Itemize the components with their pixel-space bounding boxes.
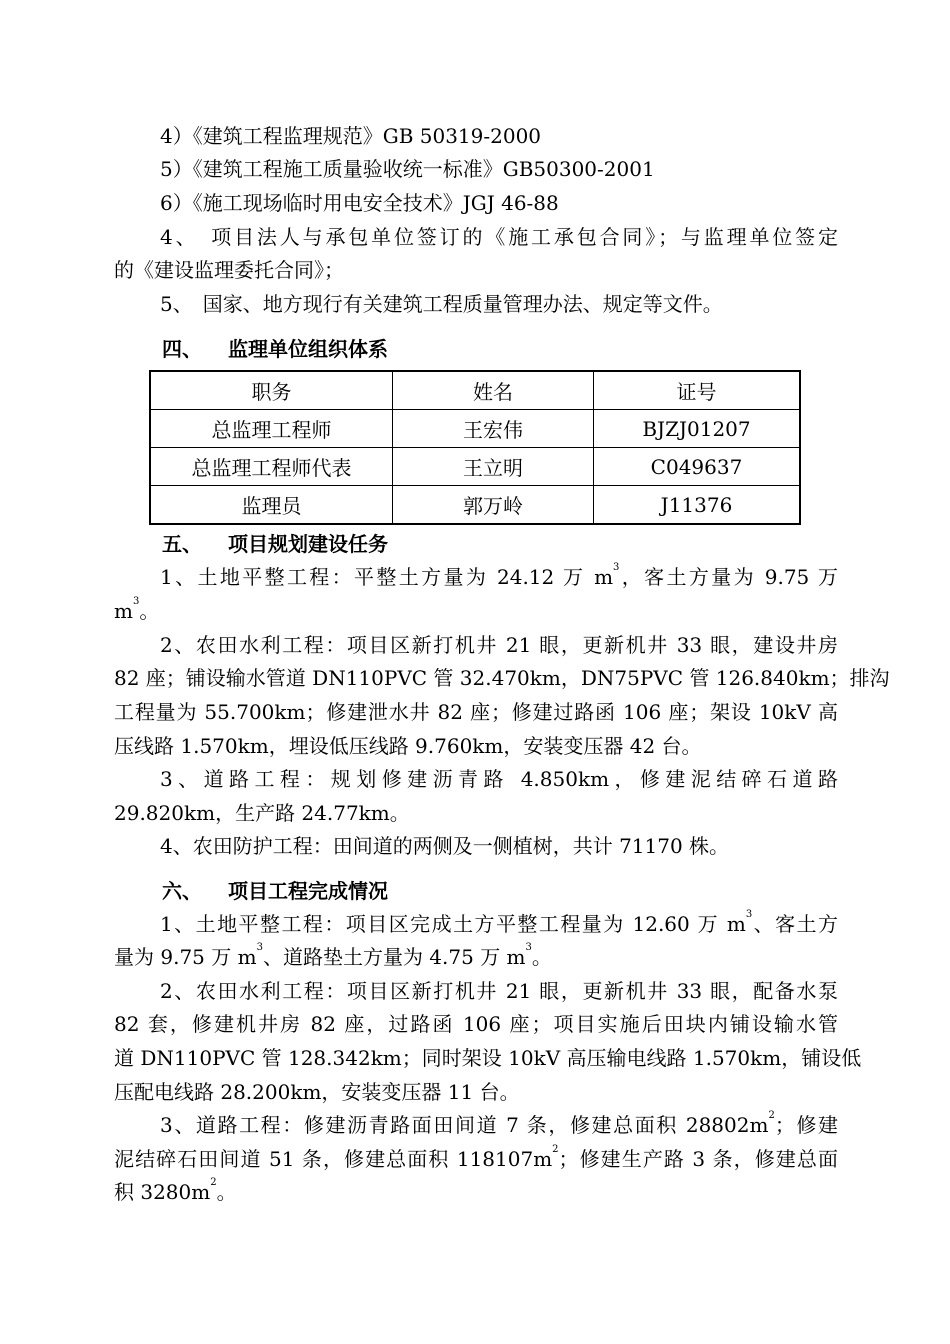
basis-5: 5、 国家、地方现行有关建筑工程质量管理办法、规定等文件。	[160, 292, 723, 316]
table-cell: 总监理工程师代表	[150, 448, 393, 486]
section-title: 监理单位组织体系	[228, 337, 388, 361]
s6-p3-line-3: 积 $3280m^2$。	[114, 1177, 237, 1204]
s5-p2-line-3: 工程量为 55.700km；修建泄水井 82 座；修建过路函 106 座；架设 10kV 高	[114, 700, 838, 724]
header-cell: 姓名	[393, 371, 594, 410]
section-title: 项目规划建设任务	[228, 532, 388, 556]
s5-p1-line-1: 1、土地平整工程：平整土方量为 24.12 万 $m^3$，客土方量为 9.75 万	[160, 562, 838, 589]
s5-p1-line-2: $m^3$。	[114, 596, 160, 623]
section-title: 项目工程完成情况	[228, 879, 388, 903]
table-row	[150, 448, 800, 486]
table-cell: 监理员	[150, 486, 393, 525]
s5-p2-line-2: 82 座；铺设输水管道 DN110PVC 管 32.470km，DN75PVC 管 126.840km；排沟	[114, 666, 890, 690]
s6-p2-line-1: 2、农田水利工程：项目区新打机井 21 眼，更新机井 33 眼，配备水泵	[160, 979, 838, 1003]
s6-p1-line-1: 1、土地平整工程：项目区完成土方平整工程量为 12.60 万 $m^3$、客土方	[160, 909, 838, 936]
table-cell: 总监理工程师	[150, 410, 393, 448]
header-cell: 证号	[594, 371, 801, 410]
s5-p3-line-1: 3、道路工程：规划修建沥青路 4.850km，修建泥结碎石道路	[160, 767, 838, 791]
section-4-heading	[162, 335, 886, 363]
section-number: 五、	[162, 532, 202, 556]
s6-p3-line-2: 泥结碎石田间道 51 条，修建总面积 $118107m^2$；修建生产路 3 条，修建总面	[114, 1144, 838, 1171]
section-6-heading	[162, 877, 886, 905]
section-number: 四、	[162, 337, 202, 361]
s6-p3-line-1: 3、道路工程：修建沥青路面田间道 7 条，修建总面积 $28802m^2$；修建	[160, 1110, 839, 1137]
s5-p2-line-1: 2、农田水利工程：项目区新打机井 21 眼，更新机井 33 眼，建设井房	[160, 633, 838, 657]
table-row	[150, 410, 800, 448]
section-number: 六、	[162, 879, 202, 903]
table-cell: 王宏伟	[393, 410, 594, 448]
table-cell: J11376	[594, 486, 801, 525]
standard-item-5: 5）《建筑工程施工质量验收统一标准》GB50300-2001	[160, 157, 655, 181]
table-cell: 王立明	[393, 448, 594, 486]
s6-p2-line-2: 82 套，修建机井房 82 座，过路函 106 座；项目实施后田块内铺设输水管	[114, 1012, 838, 1036]
section-5-heading	[162, 530, 886, 558]
s5-p4: 4、农田防护工程：田间道的两侧及一侧植树，共计 71170 株。	[160, 834, 730, 858]
org-table	[149, 370, 801, 525]
header-cell: 职务	[150, 371, 393, 410]
standard-item-6: 6）《施工现场临时用电安全技术》JGJ 46-88	[160, 191, 559, 215]
table-cell: BJZJ01207	[594, 410, 801, 448]
standard-item-4: 4）《建筑工程监理规范》GB 50319-2000	[160, 124, 542, 148]
basis-4-line-2: 的《建设监理委托合同》；	[114, 258, 344, 282]
table-cell: 郭万岭	[393, 486, 594, 525]
table-cell: C049637	[594, 448, 801, 486]
basis-4-line-1: 4、 项目法人与承包单位签订的《施工承包合同》；与监理单位签定	[160, 225, 838, 249]
s6-p2-line-4: 压配电线路 28.200km，安装变压器 11 台。	[114, 1080, 520, 1104]
s6-p1-line-2: 量为 9.75 万 $m^3$、道路垫土方量为 4.75 万 $m^3$。	[114, 942, 552, 969]
s6-p2-line-3: 道 DN110PVC 管 128.342km；同时架设 10kV 高压输电线路 1.570km，铺设低	[114, 1046, 862, 1070]
s5-p2-line-4: 压线路 1.570km，埋设低压线路 9.760km，安装变压器 42 台。	[114, 734, 702, 758]
table-row	[150, 486, 800, 525]
table-header-row	[150, 371, 800, 410]
s5-p3-line-2: 29.820km，生产路 24.77km。	[114, 801, 410, 825]
